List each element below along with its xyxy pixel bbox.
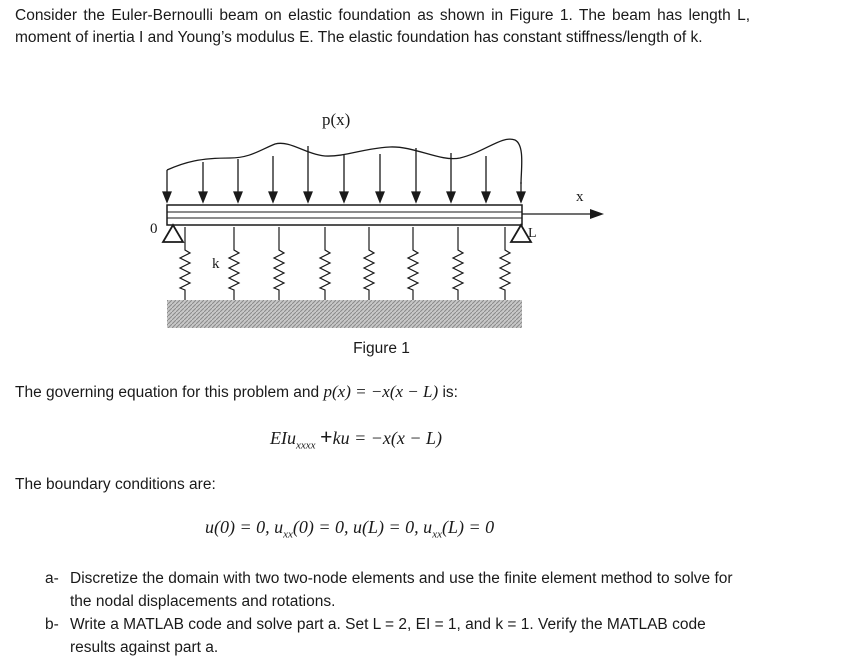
- eq-rest: ku = −x(x − L): [332, 428, 442, 448]
- question-text: Discretize the domain with two two-node elements and use the finite element method to solve for the nodal displacements and rotations.: [70, 570, 733, 610]
- governing-suffix: is:: [438, 384, 458, 401]
- left-pin-support: [163, 225, 183, 242]
- eq-plus: +: [320, 424, 333, 449]
- bc-part: (0) = 0, u(L) = 0, u: [292, 517, 433, 537]
- bc-part: u(0) = 0, u: [205, 517, 284, 537]
- x-axis-arrow: [590, 209, 604, 219]
- load-arrow-head: [447, 192, 455, 202]
- spring: [320, 227, 330, 300]
- question-letter: b-: [45, 616, 59, 633]
- load-arrow-head: [199, 192, 207, 202]
- beam-figure: [140, 100, 620, 335]
- spring: [274, 227, 284, 300]
- load-arrow-head: [269, 192, 277, 202]
- ground: [167, 300, 522, 328]
- bc-subscript: xx: [283, 528, 293, 541]
- origin-label: 0: [150, 221, 158, 237]
- question-letter: a-: [45, 570, 59, 587]
- load-label: p(x): [322, 110, 351, 129]
- end-label: L: [528, 226, 537, 241]
- intro-paragraph: Consider the Euler-Bernoulli beam on elastic foundation as shown in Figure 1. The beam has length L, moment of inertia I and Young’s modulus E. The elastic foundation has constant stiffness/length of k.: [15, 7, 750, 46]
- spring: [500, 227, 510, 300]
- figure-caption: Figure 1: [353, 340, 410, 357]
- beam: [167, 205, 522, 225]
- governing-sentence: [15, 381, 458, 404]
- bc-subscript: xx: [432, 528, 442, 541]
- bc-part: (L) = 0: [441, 517, 495, 537]
- question-b: [45, 613, 755, 659]
- question-text: Write a MATLAB code and solve part a. Set L = 2, EI = 1, and k = 1. Verify the MATLAB code results against part a.: [70, 616, 706, 656]
- load-arrow-head: [376, 192, 384, 202]
- boundary-conditions-equation: [205, 517, 494, 541]
- load-arrow-head: [234, 192, 242, 202]
- spring: [408, 227, 418, 300]
- springs: [180, 227, 510, 300]
- eq-subscript: xxxx: [296, 439, 316, 452]
- spring: [453, 227, 463, 300]
- boundary-conditions-label: The boundary conditions are:: [15, 476, 216, 493]
- spring: [229, 227, 239, 300]
- load-arrow-head: [412, 192, 420, 202]
- x-axis-label: x: [576, 189, 584, 205]
- spring-label: k: [212, 256, 220, 272]
- load-arrow-head: [517, 192, 525, 202]
- load-arrow-head: [340, 192, 348, 202]
- load-arrow-head: [304, 192, 312, 202]
- question-a: [45, 567, 755, 613]
- load-arrow-head: [163, 192, 171, 202]
- spring: [364, 227, 374, 300]
- governing-equation: [270, 424, 442, 452]
- load-expression: p(x) = −x(x − L): [323, 382, 439, 401]
- eq-lhs: EIu: [270, 428, 296, 448]
- load-arrow-head: [482, 192, 490, 202]
- governing-prefix: The governing equation for this problem and: [15, 384, 324, 401]
